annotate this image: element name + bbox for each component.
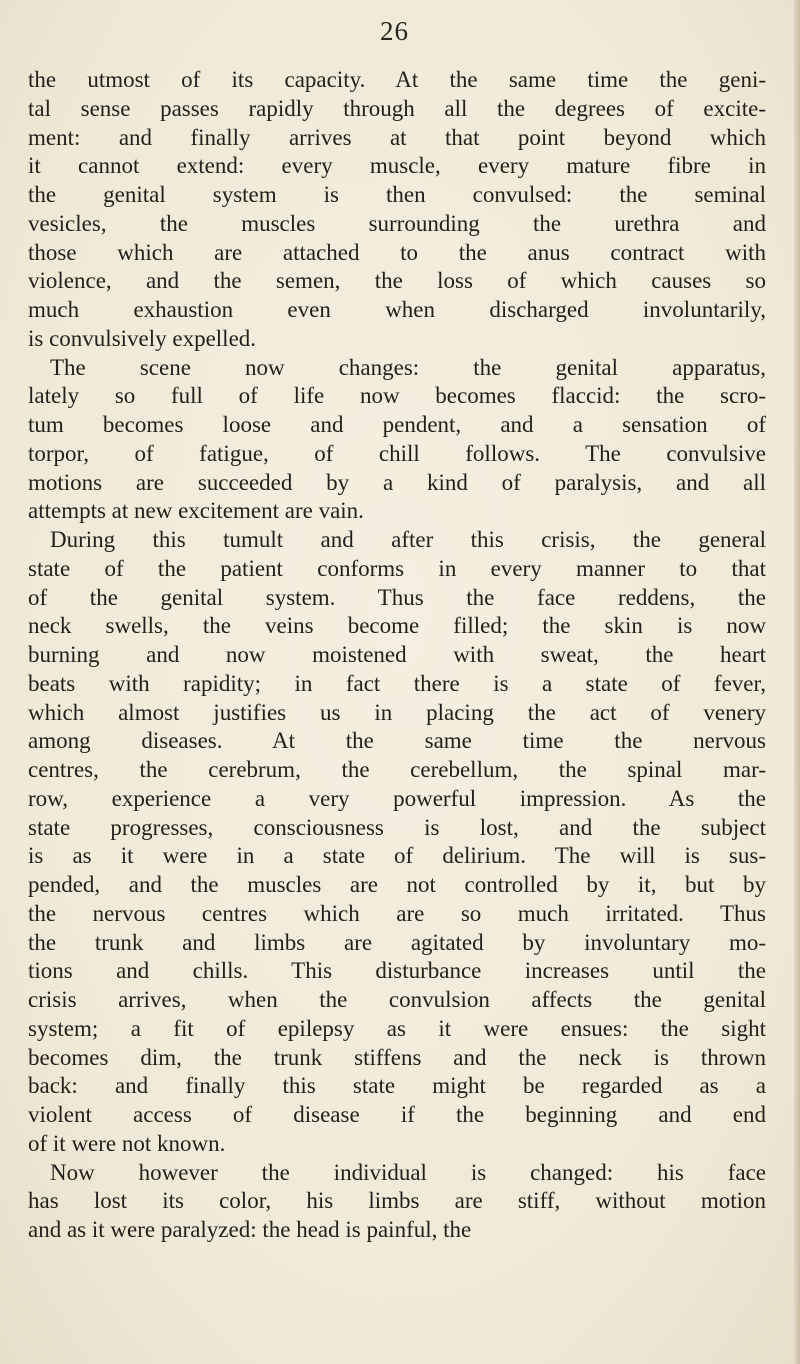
- text-line: row, experience a very powerful impression. As the: [28, 785, 766, 811]
- text-line: ment: and finally arrives at that point beyond which: [28, 124, 766, 150]
- text-line: pended, and the muscles are not controlled by it, but by: [28, 872, 766, 897]
- text-line: violent access of disease if the beginning and end: [28, 1102, 766, 1127]
- text-line: tal sense passes rapidly through all the degrees of excite-: [28, 95, 766, 121]
- text-line: has lost its color, his limbs are stiff, without motion: [28, 1188, 766, 1214]
- text-line: those which are attached to the anus contract with: [28, 239, 766, 265]
- text-line: is convulsively expelled.: [28, 325, 257, 351]
- text-line: tum becomes loose and pendent, and a sensation of: [28, 412, 766, 437]
- text-line: attempts at new excitement are vain.: [28, 498, 364, 524]
- text-line: The scene now changes: the genital apparatus,: [50, 354, 766, 380]
- body-text: [28, 66, 766, 1245]
- text-line: Now however the individual is changed: his face: [50, 1159, 766, 1185]
- text-line: the utmost of its capacity. At the same time the geni-: [28, 67, 766, 92]
- text-line: system; a fit of epilepsy as it were ensues: the sight: [28, 1015, 766, 1041]
- text-line: the trunk and limbs are agitated by involuntary mo-: [28, 929, 766, 955]
- text-line: the genital system is then convulsed: the seminal: [28, 182, 766, 207]
- text-line: violence, and the semen, the loss of which causes so: [28, 268, 766, 294]
- text-line: much exhaustion even when discharged involuntarily,: [28, 297, 766, 322]
- page-edge-shadow: [794, 0, 800, 1364]
- text-line: During this tumult and after this crisis, the general: [50, 527, 766, 552]
- text-line: torpor, of fatigue, of chill follows. The convulsive: [28, 440, 766, 466]
- text-line: vesicles, the muscles surrounding the urethra and: [28, 210, 766, 236]
- text-line: tions and chills. This disturbance increases until the: [28, 958, 766, 984]
- text-line: it cannot extend: every muscle, every mature fibre in: [28, 153, 766, 179]
- text-line: the nervous centres which are so much irritated. Thus: [28, 900, 766, 926]
- text-line: state of the patient conforms in every manner to that: [28, 555, 766, 581]
- text-line: is as it were in a state of delirium. The will is sus-: [28, 843, 766, 869]
- text-line: which almost justifies us in placing the act of venery: [28, 699, 766, 725]
- text-line: neck swells, the veins become filled; the skin is now: [28, 613, 766, 639]
- text-line: among diseases. At the same time the nervous: [28, 728, 766, 754]
- page-number: 26: [380, 16, 409, 46]
- text-line: of it were not known.: [28, 1130, 226, 1156]
- text-line: beats with rapidity; in fact there is a state of fever,: [28, 670, 766, 696]
- text-line: motions are succeeded by a kind of paralysis, and all: [28, 469, 766, 495]
- text-line: of the genital system. Thus the face reddens, the: [28, 584, 766, 610]
- text-line: lately so full of life now becomes flaccid: the scro-: [28, 383, 766, 409]
- text-line: crisis arrives, when the convulsion affects the genital: [28, 987, 766, 1012]
- text-line: back: and finally this state might be regarded as a: [28, 1073, 766, 1099]
- text-line: state progresses, consciousness is lost, and the subject: [28, 814, 766, 840]
- text-line: becomes dim, the trunk stiffens and the neck is thrown: [28, 1044, 766, 1070]
- text-line: and as it were paralyzed: the head is painful, the: [28, 1217, 472, 1242]
- text-line: centres, the cerebrum, the cerebellum, the spinal mar-: [28, 757, 766, 782]
- text-line: burning and now moistened with sweat, the heart: [28, 642, 766, 667]
